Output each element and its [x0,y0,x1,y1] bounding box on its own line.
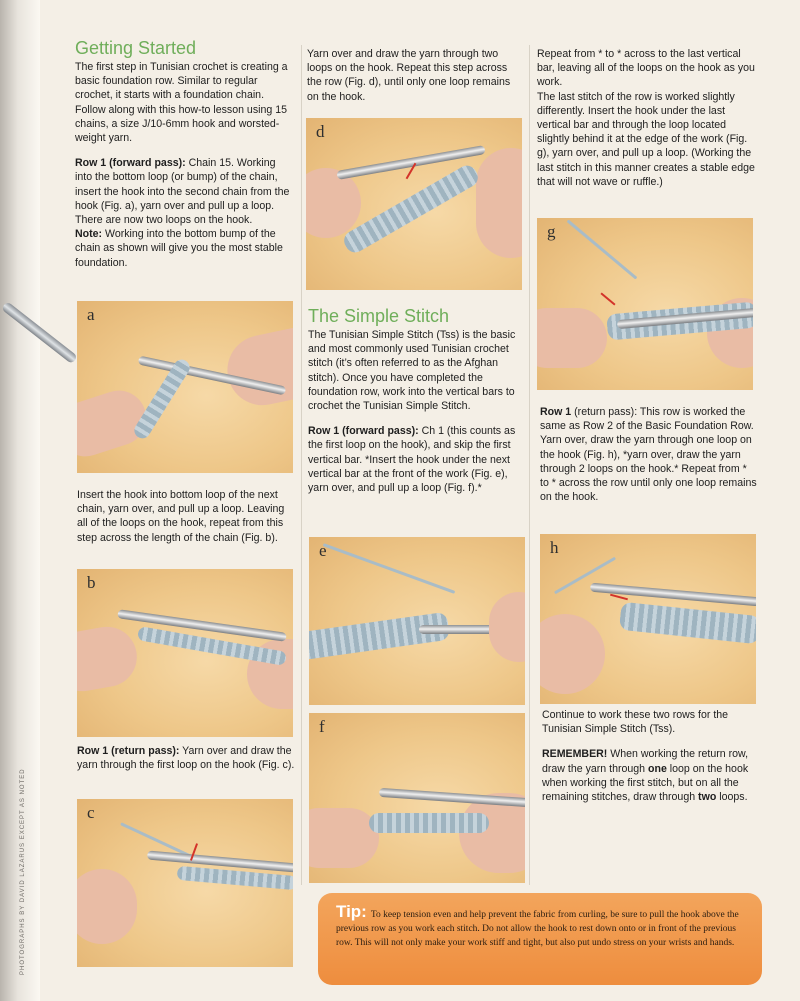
middle-column-top [307,47,522,115]
figure-label: h [550,538,559,557]
return-pass-paragraph [77,744,297,772]
column-divider [529,45,530,885]
left-column [75,38,295,281]
middle-top-paragraph: Yarn over and draw the yarn through two loops on the hook. Repeat this step across the row (Fig. d), until only one loop remains on the hook. [307,48,511,103]
middle-column [308,306,526,506]
row1-forward-paragraph [75,156,295,270]
return-pass-text: Yarn over and draw the yarn through the first loop on the hook (Fig. c). [77,745,295,772]
section-heading-getting-started: Getting Started [75,38,197,58]
simple-row1-label: Row 1 (forward pass): [308,425,419,438]
tip-box [318,893,762,985]
figure-label: d [316,122,325,141]
figure-e-photo [309,537,525,705]
figure-label: b [87,573,96,592]
yarn-row [619,602,756,644]
repeat-paragraph: Repeat from * to * across to the last vertical bar, leaving all of the loops on the hook as you work. [537,48,755,89]
section-heading-simple-stitch: The Simple Stitch [308,306,450,326]
right-column-top [537,47,757,200]
figure-a-photo [77,301,293,473]
figure-label: a [87,305,95,324]
hand [540,614,605,694]
intro-paragraph: The first step in Tunisian crochet is creating a basic foundation row. Similar to regular crochet, it starts with a foundation chain. Follow along with this how-to lesson using 15 chains, a size J/10-6mm hook and worsted-weight yarn. [75,61,288,145]
after-figure-a-paragraph: Insert the hook into bottom loop of the next chain, yarn over, and pull up a loop. Leaving all of the loops on the hook, repeat from this step across the length of the chain (Fig. b). [77,489,285,544]
figure-c-photo [77,799,293,967]
yarn-strand [567,219,638,279]
figure-g-photo [537,218,753,390]
continue-paragraph: Continue to work these two rows for the Tunisian Simple Stitch (Tss). [542,709,729,736]
right-row1-label: Row 1 [540,406,572,418]
right-row1-paragraph [540,405,758,504]
direction-arrow [600,292,615,305]
remember-text: loops. [716,791,748,804]
simple-stitch-intro: The Tunisian Simple Stitch (Tss) is the basic and most commonly used Tunisian crochet stitch (it’s often referred to as the Afghan stitch). Once you have completed the foundation row, work into the vertical bars to crochet the Tunisian Simple Stitch. [308,329,516,413]
simple-row1-text: Ch 1 (this counts as the first loop on the hook), and skip the first vertical bar. *Insert the hook under the next vertical bar at the front of the work (Fig. e), yarn over, and pull up a loop (Fig. f).* [308,425,516,495]
last-stitch-paragraph: The last stitch of the row is worked slightly differently. Insert the hook under the last vertical bar and through the loop located slightly behind it at the edge of the work (Fig. g), yarn over, and pull up a loop. (Working the last stitch in this manner creates a stable edge that will not wave or ruffle.) [537,90,755,188]
note-text: Working into the bottom bump of the chain as shown will give you the most stable foundation. [75,228,283,269]
note-label: Note: [75,228,103,241]
right-column-middle [540,405,758,515]
remember-text: When working the return row, draw the yarn through [542,748,749,775]
figure-b-photo [77,569,293,737]
photo-credit: PHOTOGRAPHS BY DAVID LAZARUS EXCEPT AS NOTED [20,768,26,975]
figure-f-photo [309,713,525,883]
hand [489,592,525,662]
right-column-bottom [542,708,758,815]
column-divider [301,45,302,885]
figure-d-photo [306,118,522,290]
row1-forward-label: Row 1 (forward pass): [75,157,186,170]
figure-label: e [319,541,327,560]
tip-content [336,902,748,950]
return-pass-label: Row 1 (return pass): [77,745,180,757]
hand [221,320,293,411]
left-column-return [77,744,297,783]
hand [77,622,142,696]
yarn-strand [323,543,456,594]
hand [476,148,522,258]
remember-paragraph [542,747,758,804]
row1-forward-text: Chain 15. Working into the bottom loop (or bump) of the chain, insert the hook into the second chain from the hook (Fig. a), yarn over and pull up a loop. There are now two loops on the hook. [75,157,290,227]
simple-row1-paragraph [308,424,526,495]
remember-emphasis-two: two [698,791,717,804]
right-row1-text: (return pass): This row is worked the same as Row 2 of the Basic Foundation Row. Yarn over, draw the yarn through one loop on the hook (Fig. h), *yarn over, draw the yarn through 2 loops on the hook.* Repeat from * to * across the row until only one loop remains on the hook. [540,406,757,504]
remember-label: REMEMBER! [542,748,608,761]
yarn-row [341,162,482,256]
crochet-hook [379,788,525,807]
yarn-row [369,813,489,833]
figure-label: g [547,222,556,241]
yarn-row [309,612,450,661]
figure-label: f [319,717,325,736]
remember-text: loop on the hook when working the first stitch, but on all the remaining stitches, draw through [542,762,749,804]
remember-emphasis-one: one [648,762,667,775]
tip-label: Tip: [336,902,367,921]
hand [537,308,607,368]
left-column-continued [77,488,297,556]
figure-h-photo [540,534,756,704]
tip-text: To keep tension even and help prevent the fabric from curling, be sure to pull the hook above the previous row as you work each stitch. Do not allow the hook to rest down onto or in front of the previous row. This will not only make your work stiff and tight, but also put undo stress on your wrists and hands. [336,910,739,948]
hand [77,869,137,944]
figure-label: c [87,803,95,822]
hand [306,168,361,238]
hand [309,808,379,868]
